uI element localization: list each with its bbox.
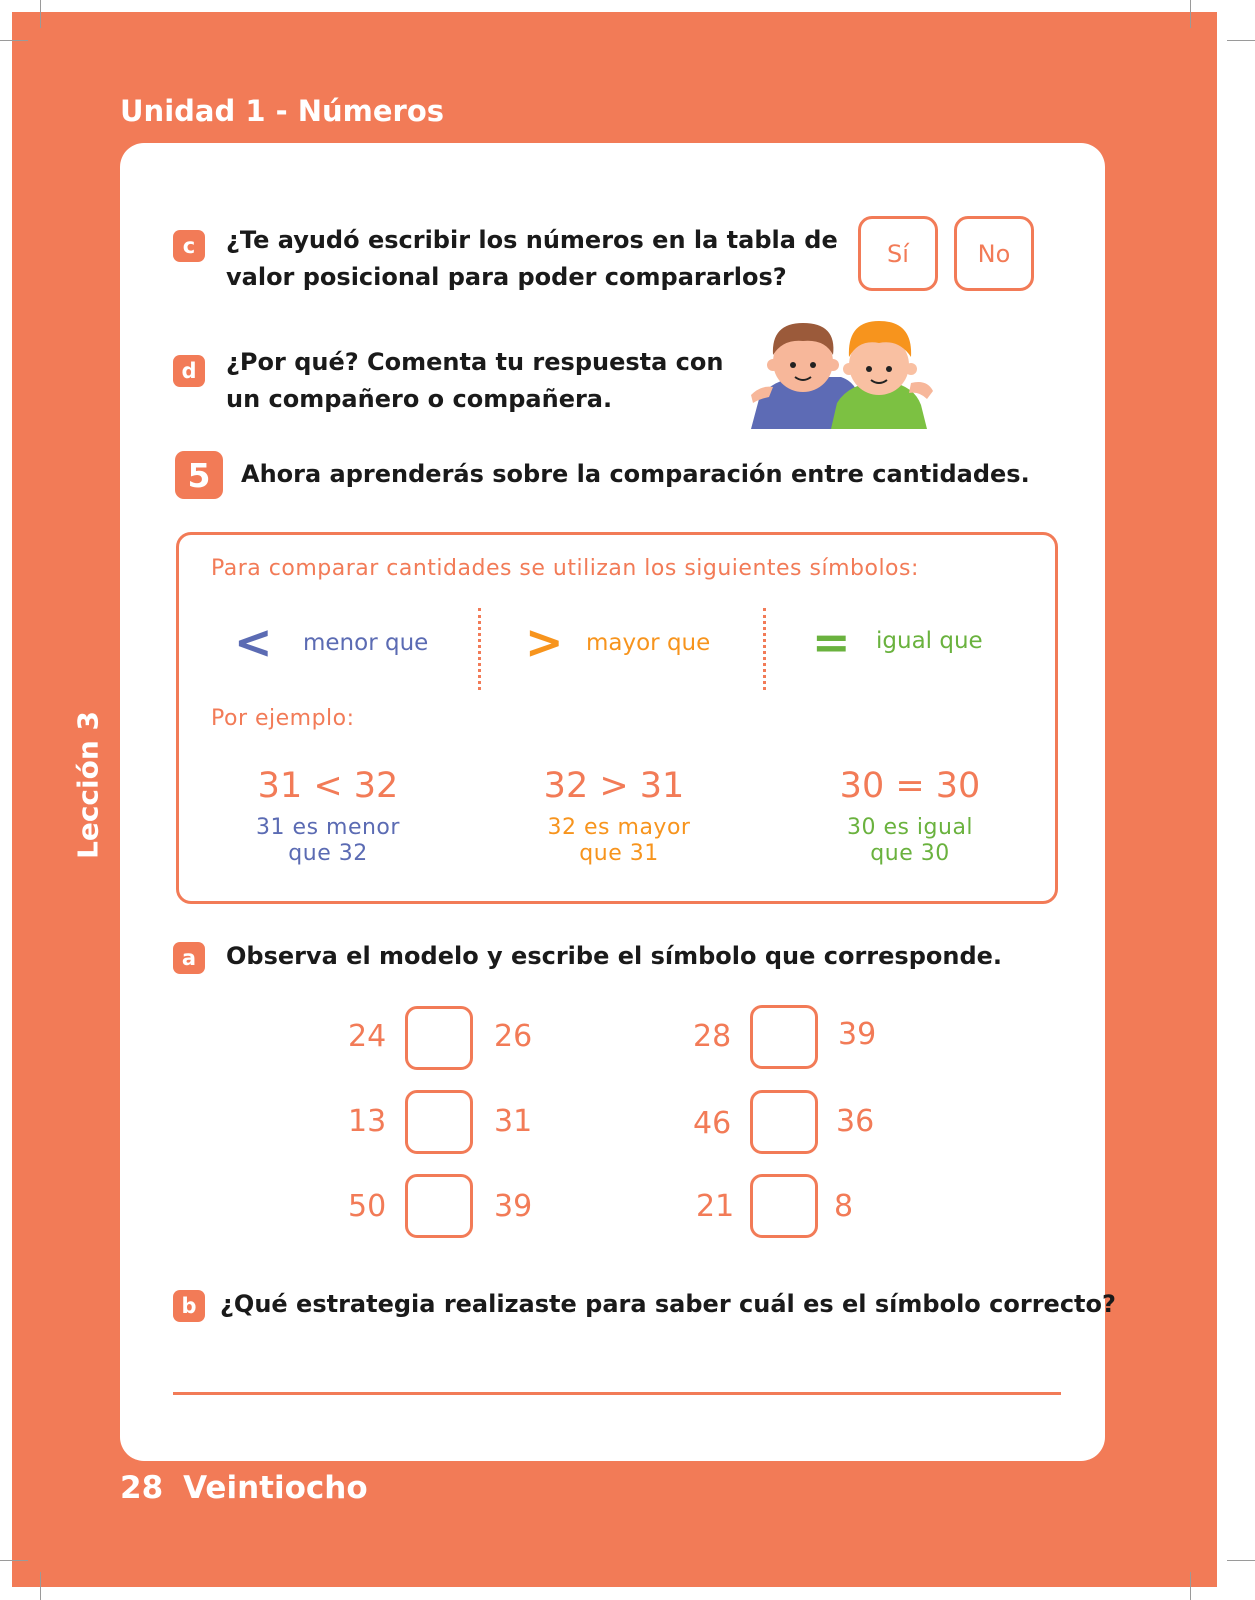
- section-5-badge: 5: [175, 451, 223, 499]
- crop-mark: [40, 1572, 41, 1600]
- compare-left-number: 24: [348, 1019, 387, 1054]
- compare-answer-box[interactable]: [750, 1174, 818, 1238]
- example-equal-desc2: que 30: [870, 841, 950, 866]
- unit-title: Unidad 1 - Números: [120, 94, 445, 128]
- compare-right-number: 31: [494, 1104, 533, 1139]
- example-heading: Por ejemplo:: [211, 706, 355, 731]
- compare-left-number: 46: [693, 1106, 732, 1141]
- page-footer: [120, 1470, 368, 1506]
- compare-right-number: 26: [494, 1019, 533, 1054]
- page-number: 28: [120, 1470, 164, 1506]
- option-si-button[interactable]: Sí: [858, 216, 938, 291]
- compare-left-number: 21: [696, 1189, 735, 1224]
- example-greater-expr: 32 > 31: [543, 766, 685, 806]
- crop-mark: [1227, 40, 1255, 41]
- compare-answer-box[interactable]: [405, 1006, 473, 1070]
- less-than-symbol: <: [234, 615, 273, 669]
- info-intro: Para comparar cantidades se utilizan los siguientes símbolos:: [211, 556, 919, 581]
- two-children-icon: [751, 317, 941, 431]
- compare-answer-box[interactable]: [405, 1090, 473, 1154]
- exercise-b-question: ¿Qué estrategia realizaste para saber cuál es el símbolo correcto?: [220, 1290, 1116, 1318]
- question-d-line1: ¿Por qué? Comenta tu respuesta con: [226, 348, 724, 376]
- compare-answer-box[interactable]: [750, 1090, 818, 1154]
- compare-right-number: 39: [494, 1189, 533, 1224]
- badge-c: c: [173, 230, 205, 262]
- compare-left-number: 28: [693, 1019, 732, 1054]
- crop-mark: [1190, 1572, 1191, 1600]
- dotted-divider: [478, 608, 481, 690]
- example-less-expr: 31 < 32: [257, 766, 399, 806]
- question-c-line1: ¿Te ayudó escribir los números en la tabla de: [226, 226, 838, 254]
- lesson-tab: Lección 3: [71, 710, 105, 860]
- exercise-a-instruction: Observa el modelo y escribe el símbolo que corresponde.: [226, 942, 1003, 970]
- example-equal-expr: 30 = 30: [839, 766, 981, 806]
- crop-mark: [0, 1560, 28, 1561]
- badge-b: b: [173, 1290, 205, 1322]
- crop-mark: [1227, 1560, 1255, 1561]
- example-less-desc1: 31 es menor: [256, 815, 400, 840]
- compare-left-number: 50: [348, 1189, 387, 1224]
- badge-a: a: [173, 942, 205, 974]
- page-number-word: Veintiocho: [183, 1470, 368, 1506]
- question-c-line2: valor posicional para poder compararlos?: [226, 263, 787, 291]
- example-greater-desc2: que 31: [579, 841, 659, 866]
- example-greater-desc1: 32 es mayor: [547, 815, 691, 840]
- question-d-line2: un compañero o compañera.: [226, 385, 613, 413]
- compare-right-number: 36: [836, 1104, 875, 1139]
- compare-answer-box[interactable]: [405, 1174, 473, 1238]
- compare-right-number: 39: [838, 1017, 877, 1052]
- less-than-label: menor que: [303, 630, 429, 656]
- equal-label: igual que: [876, 628, 983, 654]
- badge-d: d: [173, 355, 205, 387]
- example-equal-desc1: 30 es igual: [846, 815, 974, 840]
- greater-than-label: mayor que: [586, 630, 711, 656]
- answer-line[interactable]: [173, 1392, 1061, 1395]
- compare-right-number: 8: [834, 1189, 854, 1224]
- example-less-desc2: que 32: [288, 841, 368, 866]
- crop-mark: [0, 40, 28, 41]
- greater-than-symbol: >: [525, 615, 564, 669]
- compare-left-number: 13: [348, 1104, 387, 1139]
- equal-symbol: =: [812, 615, 851, 669]
- section-5-title: Ahora aprenderás sobre la comparación entre cantidades.: [241, 460, 1030, 488]
- option-no-button[interactable]: No: [954, 216, 1034, 291]
- crop-mark: [40, 0, 41, 28]
- crop-mark: [1190, 0, 1191, 28]
- compare-answer-box[interactable]: [750, 1005, 818, 1069]
- dotted-divider: [763, 608, 766, 690]
